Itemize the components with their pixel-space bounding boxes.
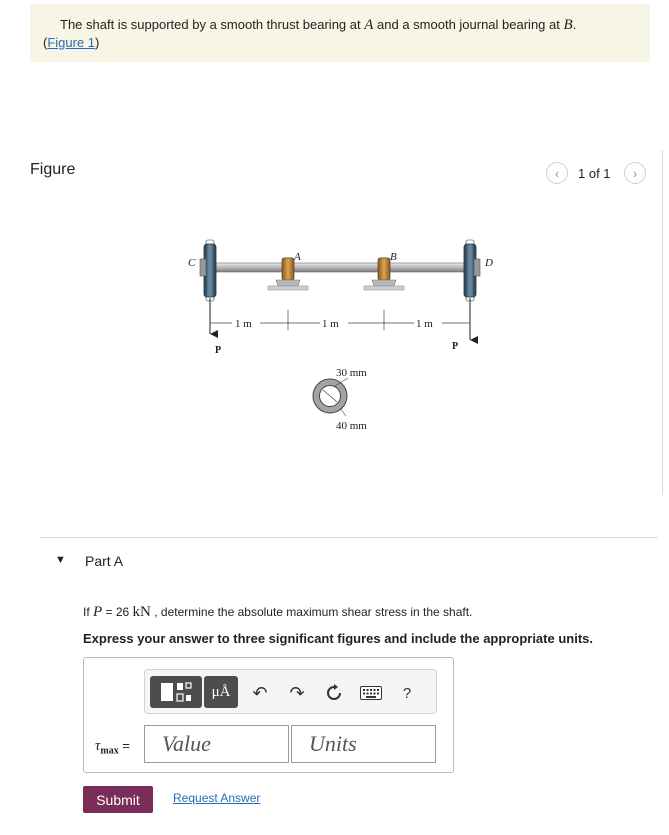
figure-prev-button[interactable]	[546, 162, 568, 184]
collapse-toggle-icon[interactable]: ▼	[55, 554, 66, 566]
label-b: B	[390, 251, 397, 263]
problem-text-part1: The shaft is supported by a smooth thrust bearing at	[60, 17, 365, 32]
answer-variable-label	[95, 738, 130, 757]
figure-heading: Figure	[30, 161, 76, 178]
label-a: A	[294, 251, 301, 263]
question-prefix: If	[83, 605, 94, 619]
question-suffix: , determine the absolute maximum shear stress in the shaft.	[150, 605, 473, 619]
pulley-d	[464, 240, 480, 301]
bearing-b-symbol: B	[563, 17, 573, 33]
question-variable: P	[93, 604, 103, 620]
question-unit: kN	[132, 604, 151, 620]
figure-link-line	[43, 35, 99, 50]
dimension-1: 1 m	[235, 318, 252, 330]
templates-icon	[158, 680, 194, 704]
question-value: = 26	[102, 605, 133, 619]
part-label: Part A	[85, 553, 124, 569]
shaft-diagram	[180, 228, 510, 448]
problem-text	[60, 17, 576, 34]
chevron-right-icon: ›	[632, 165, 638, 181]
problem-statement	[30, 4, 650, 62]
tau-symbol: τ	[95, 738, 101, 754]
bearing-a-symbol: A	[364, 17, 374, 33]
outer-diameter-label: 40 mm	[336, 420, 367, 432]
submit-button[interactable]: Submit	[83, 786, 153, 813]
keyboard-icon[interactable]	[359, 684, 383, 702]
dimension-2: 1 m	[322, 318, 339, 330]
figure-link-close: )	[95, 35, 100, 50]
inner-diameter-label: 30 mm	[336, 367, 367, 379]
question-text	[83, 604, 472, 621]
dimension-3: 1 m	[416, 318, 433, 330]
redo-icon[interactable]: ↷	[289, 682, 305, 703]
problem-text-part2: and a smooth journal bearing at	[373, 17, 564, 32]
request-answer-link[interactable]: Request Answer	[173, 791, 261, 805]
load-label-left: P	[215, 345, 222, 356]
part-divider	[40, 537, 658, 538]
templates-button[interactable]	[150, 676, 202, 708]
pulley-c	[200, 240, 216, 301]
value-input[interactable]	[144, 725, 289, 763]
answer-instruction: Express your answer to three significant figures and include the appropriate units.	[83, 631, 593, 646]
units-input[interactable]	[291, 725, 436, 763]
figure-link-open: (	[43, 35, 48, 50]
reset-icon[interactable]	[322, 683, 346, 703]
figure-link[interactable]: Figure 1	[47, 35, 96, 50]
panel-edge-divider	[662, 150, 663, 495]
shaft-cross-section	[313, 378, 348, 416]
units-button[interactable]: μÅ	[204, 676, 238, 708]
equals-sign: =	[118, 738, 130, 753]
figure-counter: 1 of 1	[578, 166, 611, 181]
shaft	[210, 263, 475, 272]
load-label-right: P	[452, 341, 459, 352]
problem-text-part3: .	[572, 17, 577, 32]
undo-icon[interactable]: ↶	[252, 682, 268, 703]
label-d: D	[485, 257, 493, 269]
label-c: C	[188, 257, 196, 269]
help-button[interactable]: ?	[402, 684, 412, 702]
chevron-left-icon: ‹	[554, 165, 560, 181]
figure-next-button[interactable]	[624, 162, 646, 184]
tau-subscript: max	[100, 745, 119, 757]
